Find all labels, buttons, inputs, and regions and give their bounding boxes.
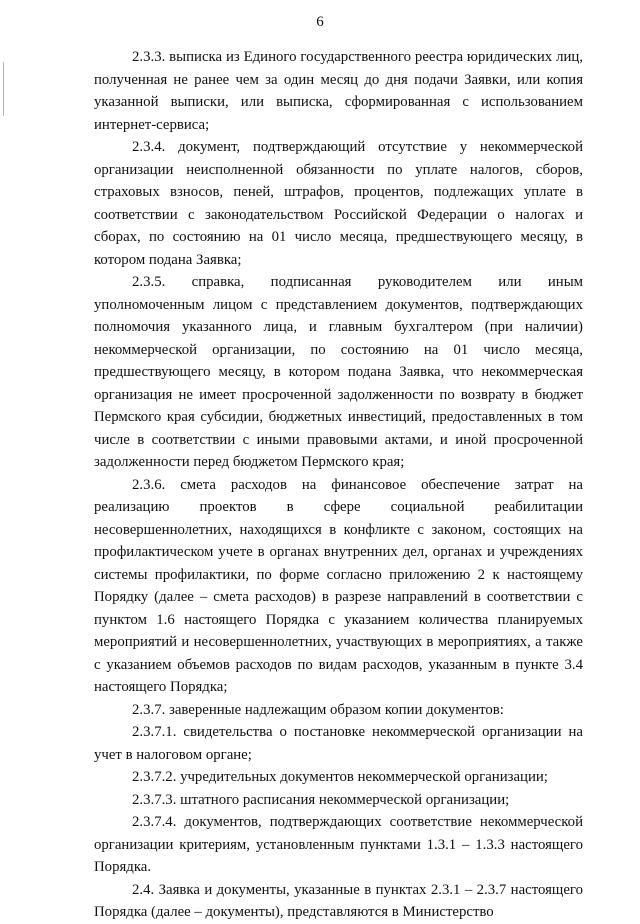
paragraph-2-3-3: 2.3.3. выписка из Единого государственного реестра юридических лиц, полученная не ранее чем за один месяц до дня подачи Заявки, или копия указанной выписки, или выписка, сформированная с использованием интернет-сервиса; [94, 49, 583, 133]
paragraph-2-3-7-2: 2.3.7.2. учредительных документов некоммерческой организации; [132, 769, 548, 785]
paragraph-2-3-4: 2.3.4. документ, подтверждающий отсутствие у некоммерческой организации неисполненной обязанности по уплате налогов, сборов, страховых взносов, пеней, штрафов, процентов, подлежащих уплате в соответствии с законодательством Российской Федерации о налогах и сборах, по состоянию на 01 число месяца, предшествующего месяцу, в котором подана Заявка; [94, 139, 583, 268]
paragraph-2-3-7-4: 2.3.7.4. документов, подтверждающих соответствие некоммерческой организации критериям, установленным пунктами 1.3.1 – 1.3.3 настоящего Порядка. [94, 814, 583, 875]
paragraph-2-4: 2.4. Заявка и документы, указанные в пунктах 2.3.1 – 2.3.7 настоящего Порядка (далее – документы), представляются в Министерство [94, 881, 583, 920]
paragraph-2-3-7: 2.3.7. заверенные надлежащим образом копии документов: [132, 701, 504, 718]
page-number: 6 [316, 14, 324, 30]
paragraph-2-3-7-3: 2.3.7.3. штатного расписания некоммерческой организации; [132, 791, 510, 808]
paragraph-2-3-7-1: 2.3.7.1. свидетельства о постановке некоммерческой организации на учет в налоговом органе; [94, 724, 583, 763]
paragraph-2-3-6: 2.3.6. смета расходов на финансовое обеспечение затрат на реализацию проектов в сфере социальной реабилитации несовершеннолетних, находящихся в конфликте с законом, состоящих на профилактическом учете в органах внутренних дел, органах и учреждениях системы профилактики, по форме согласно приложению 2 к настоящему Порядку (далее – смета расходов) в разрезе направлений в соответствии с пунктом 1.6 настоящего Порядка с указанием количества планируемых мероприятий и несовершеннолетних, участвующих в мероприятиях, а также с указанием объемов расходов по видам расходов, указанным в пункте 3.4 настоящего Порядка; [94, 476, 583, 695]
paragraph-2-3-5: 2.3.5. справка, подписанная руководителем или иным уполномоченным лицом с представлением документов, подтверждающих полномочия указанного лица, и главным бухгалтером (при наличии) некоммерческой организации, по состоянию на 01 число месяца, предшествующего месяцу, в котором подана Заявка, что некоммерческая организация не имеет просроченной задолженности по возврату в бюджет Пермского края субсидии, бюджетных инвестиций, предоставленных в том числе в соответствии с иными правовыми актами, и иной просроченной задолженности перед бюджетом Пермского края; [94, 274, 583, 470]
document-body [94, 46, 583, 924]
scan-edge-mark [3, 62, 4, 116]
